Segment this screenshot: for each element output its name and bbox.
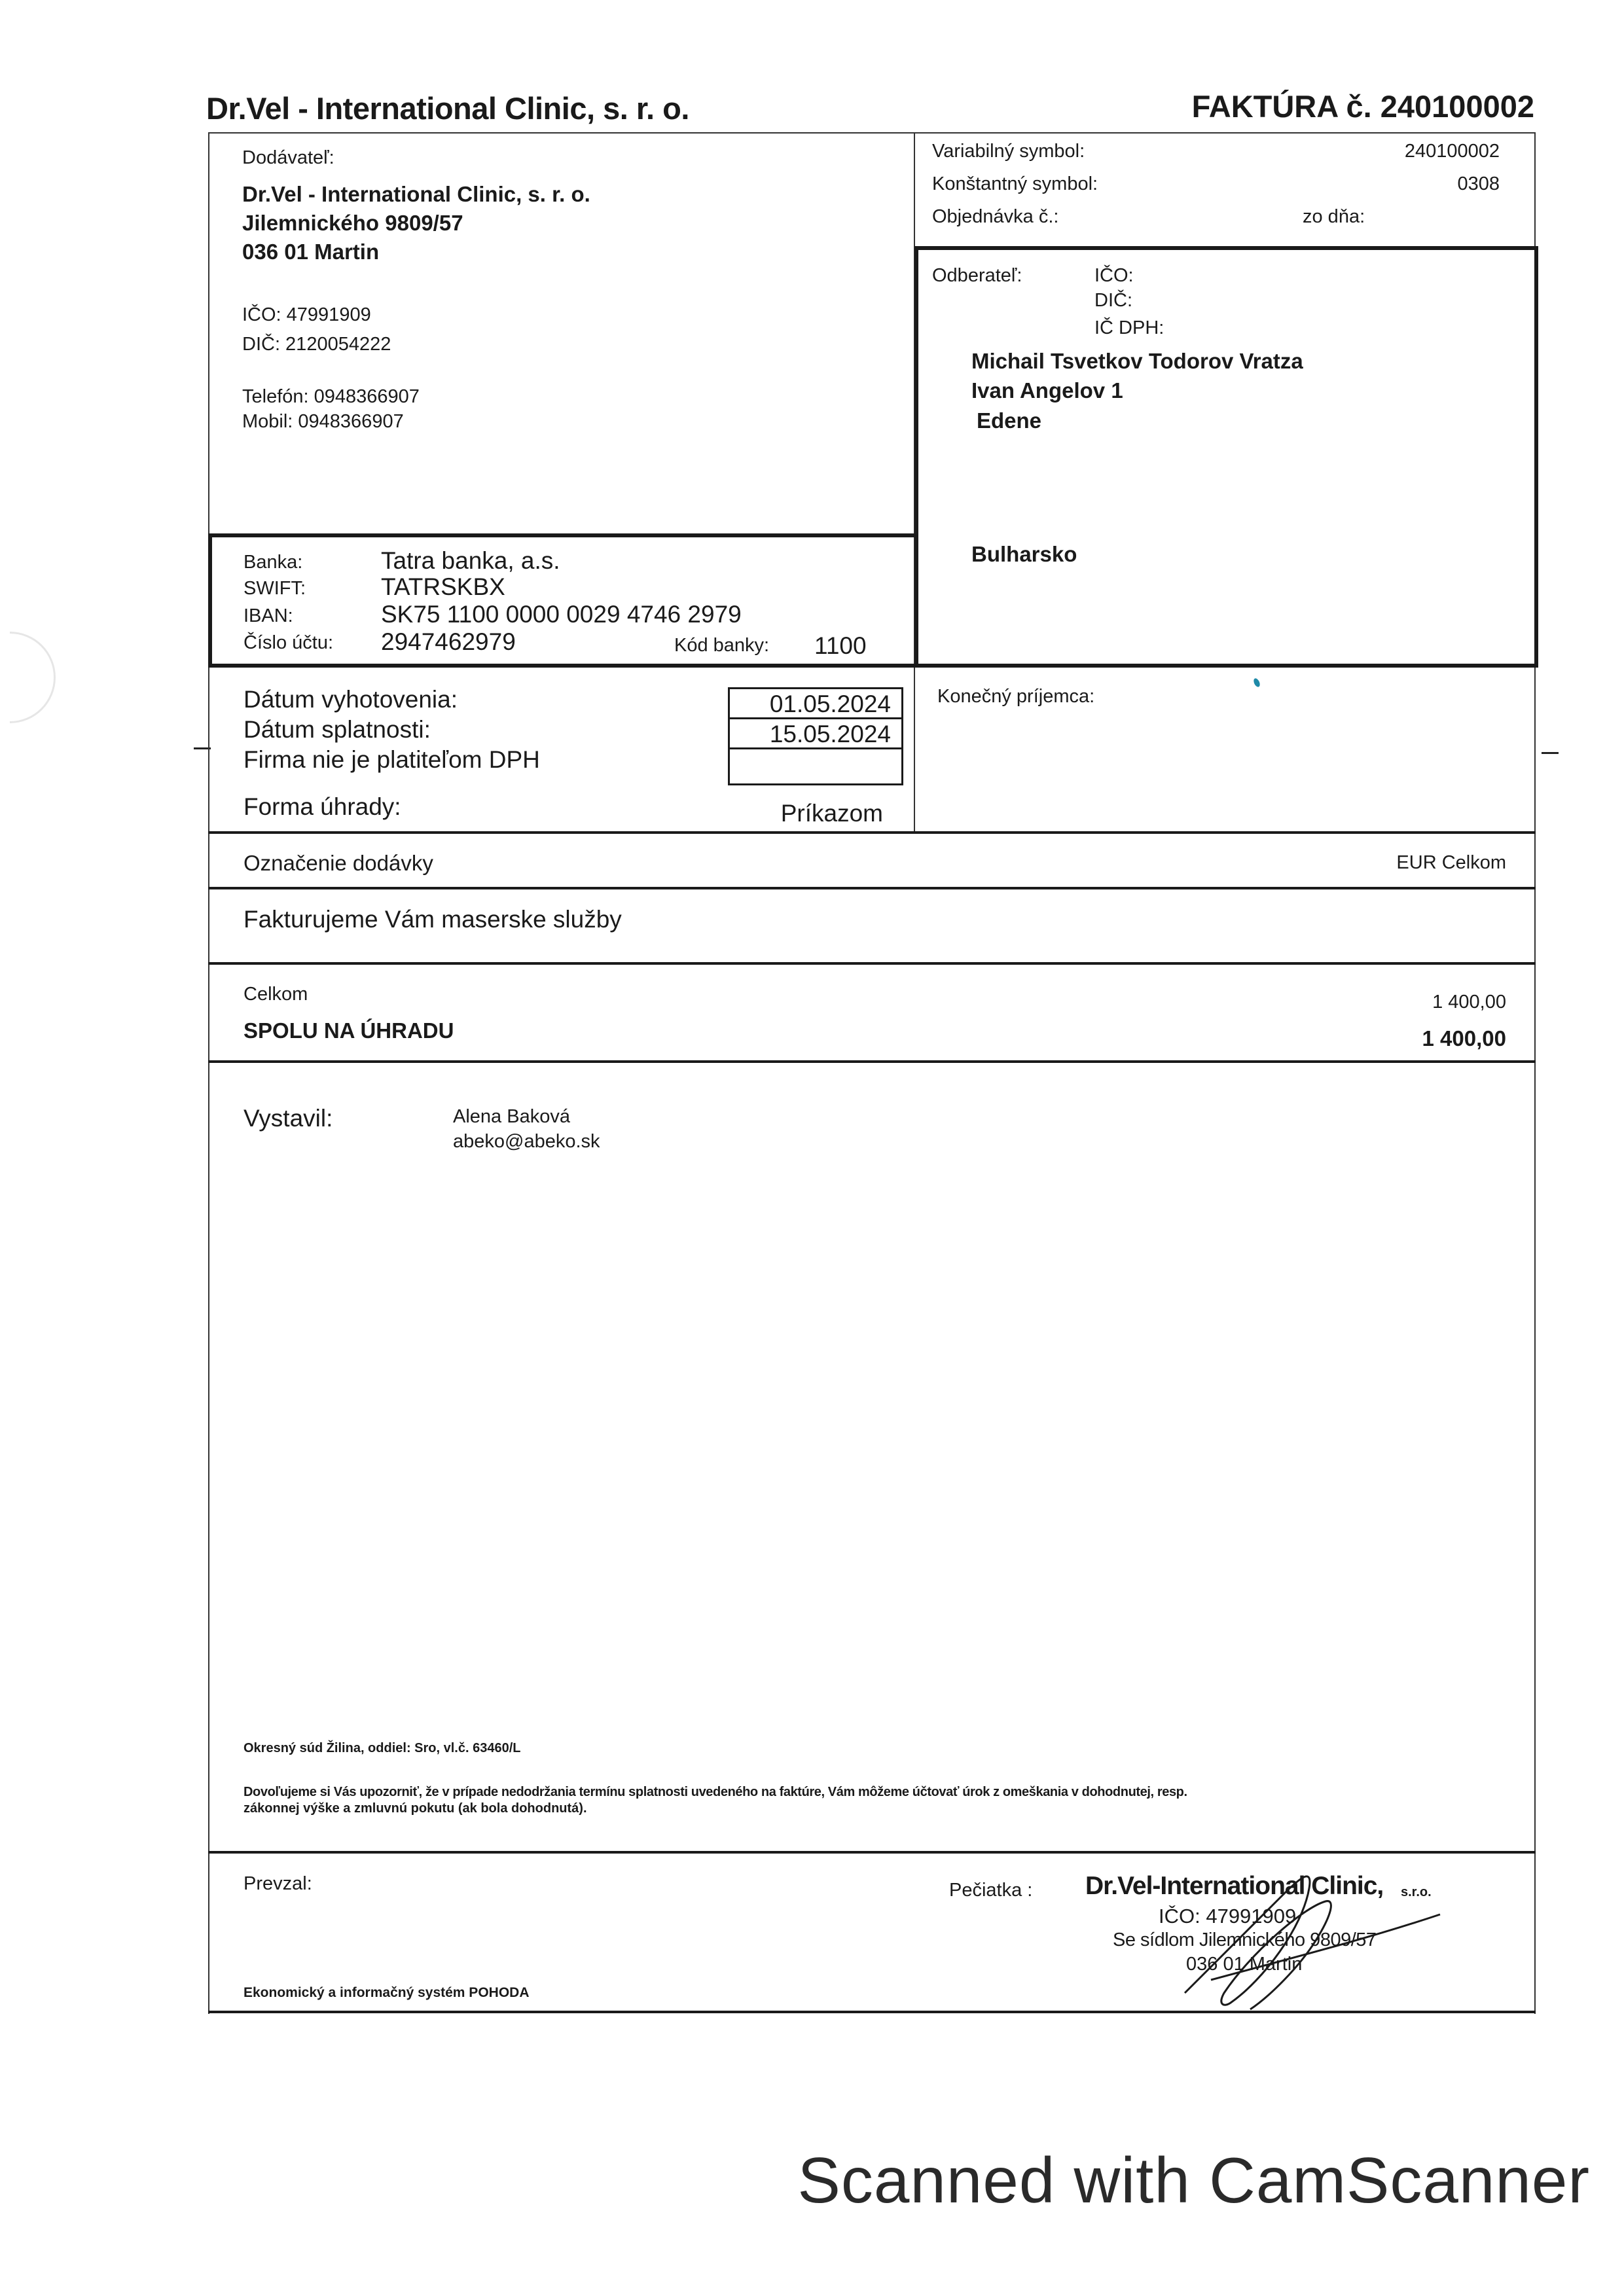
order-date-label: zo dňa: (1303, 206, 1365, 227)
swift-value: TATRSKBX (381, 573, 505, 600)
frame-left (208, 132, 209, 2014)
due-date-value: 15.05.2024 (730, 719, 901, 749)
customer-country: Bulharsko (971, 542, 1077, 566)
supplier-mobile: Mobil: 0948366907 (242, 411, 404, 432)
customer-box-top (916, 246, 1538, 250)
frame-top (208, 132, 1536, 134)
stamp-label: Pečiatka : (949, 1880, 1033, 1901)
bank-name: Tatra banka, a.s. (381, 547, 560, 574)
supplier-dic: DIČ: 2120054222 (242, 334, 391, 355)
total-due-label: SPOLU NA ÚHRADU (244, 1018, 454, 1043)
received-by-label: Prevzal: (244, 1873, 312, 1894)
bank-box-left (208, 533, 212, 668)
iban-label: IBAN: (244, 605, 293, 626)
issuer-label: Vystavil: (244, 1105, 333, 1132)
swift-label: SWIFT: (244, 578, 306, 599)
due-date-label: Dátum splatnosti: (244, 716, 431, 743)
supplier-phone: Telefón: 0948366907 (242, 386, 420, 407)
bank-code-label: Kód banky: (674, 635, 770, 656)
issuer-name: Alena Baková (453, 1106, 570, 1127)
stamp-ico: IČO: 47991909 (1159, 1905, 1297, 1928)
items-bottom-rule (208, 962, 1536, 965)
subtotal-label: Celkom (244, 984, 308, 1005)
issue-date-value: 01.05.2024 (730, 689, 901, 719)
stamp-address: Se sídlom Jilemnického 9809/57 (1113, 1929, 1377, 1950)
iban-value: SK75 1100 0000 0029 4746 2979 (381, 601, 742, 628)
items-col-total: EUR Celkom (1396, 852, 1506, 873)
issue-date-label: Dátum vyhotovenia: (244, 686, 458, 713)
bank-label: Banka: (244, 552, 303, 573)
issuer-email: abeko@abeko.sk (453, 1131, 600, 1152)
total-due-value: 1 400,00 (1422, 1026, 1506, 1050)
footer-bottom-rule (208, 2011, 1536, 2013)
supplier-ico: IČO: 47991909 (242, 304, 371, 325)
stamp-city: 036 01 Martin (1186, 1954, 1303, 1975)
bank-box-bottom (208, 664, 916, 668)
variable-symbol-value: 240100002 (1404, 141, 1500, 162)
payment-method-label: Forma úhrady: (244, 793, 401, 820)
constant-symbol-label: Konštantný symbol: (932, 173, 1098, 194)
vat-value-empty (730, 749, 901, 783)
late-payment-notice-2: zákonnej výške a zmluvnú pokutu (ak bola dohodnutá). (244, 1801, 587, 1816)
customer-ico-label: IČO: (1094, 265, 1134, 286)
order-number-label: Objednávka č.: (932, 206, 1059, 227)
customer-box-bottom (916, 664, 1538, 668)
items-top-rule (208, 831, 1536, 834)
bank-code-value: 1100 (814, 632, 867, 659)
customer-box-left (914, 246, 918, 668)
customer-icdph-label: IČ DPH: (1094, 317, 1164, 338)
items-col-description: Označenie dodávky (244, 851, 433, 875)
camscanner-watermark: Scanned with CamScanner (797, 2144, 1590, 2216)
items-header-rule (208, 887, 1536, 889)
court-registration: Okresný súd Žilina, oddiel: Sro, vl.č. 63460/L (244, 1741, 521, 1755)
subtotal-value: 1 400,00 (1432, 992, 1506, 1013)
supplier-city: 036 01 Martin (242, 240, 380, 264)
vat-note: Firma nie je platiteľom DPH (244, 746, 540, 773)
customer-city: Edene (977, 408, 1042, 433)
customer-dic-label: DIČ: (1094, 290, 1132, 311)
late-payment-notice-1: Dovoľujeme si Vás upozorniť, že v prípade nedodržania termínu splatnosti uvedeného na faktúre, Vám môžeme účtovať úrok z omeškania v dohodnutej, resp. (244, 1785, 1187, 1799)
dates-box (728, 687, 903, 785)
customer-box-right (1534, 246, 1538, 668)
software-note: Ekonomický a informačný systém POHODA (244, 1985, 530, 2000)
header-company-name: Dr.Vel - International Clinic, s. r. o. (206, 91, 689, 126)
stamp-suffix: s.r.o. (1401, 1885, 1432, 1899)
bank-box-top (208, 533, 916, 537)
totals-bottom-rule (208, 1060, 1536, 1063)
signature-icon (1152, 1856, 1453, 2013)
item-row-description: Fakturujeme Vám maserske služby (244, 906, 622, 933)
customer-label: Odberateľ: (932, 265, 1022, 286)
ink-mark (1252, 677, 1261, 688)
variable-symbol-label: Variabilný symbol: (932, 141, 1085, 162)
scan-artifact-arc (10, 632, 56, 723)
footer-top-rule (208, 1851, 1536, 1854)
customer-street: Ivan Angelov 1 (971, 378, 1123, 403)
payment-method-value: Príkazom (780, 800, 883, 827)
account-label: Číslo účtu: (244, 632, 333, 653)
supplier-label: Dodávateľ: (242, 147, 334, 168)
fold-mark-right (1542, 752, 1559, 754)
customer-name: Michail Tsvetkov Todorov Vratza (971, 349, 1303, 373)
final-recipient-label: Konečný príjemca: (937, 686, 1095, 707)
supplier-street: Jilemnického 9809/57 (242, 211, 463, 235)
supplier-name: Dr.Vel - International Clinic, s. r. o. (242, 182, 590, 206)
invoice-title: FAKTÚRA č. 240100002 (1191, 89, 1534, 124)
account-value: 2947462979 (381, 628, 516, 655)
stamp-company: Dr.Vel-International Clinic, (1085, 1872, 1384, 1900)
constant-symbol-value: 0308 (1457, 173, 1500, 194)
